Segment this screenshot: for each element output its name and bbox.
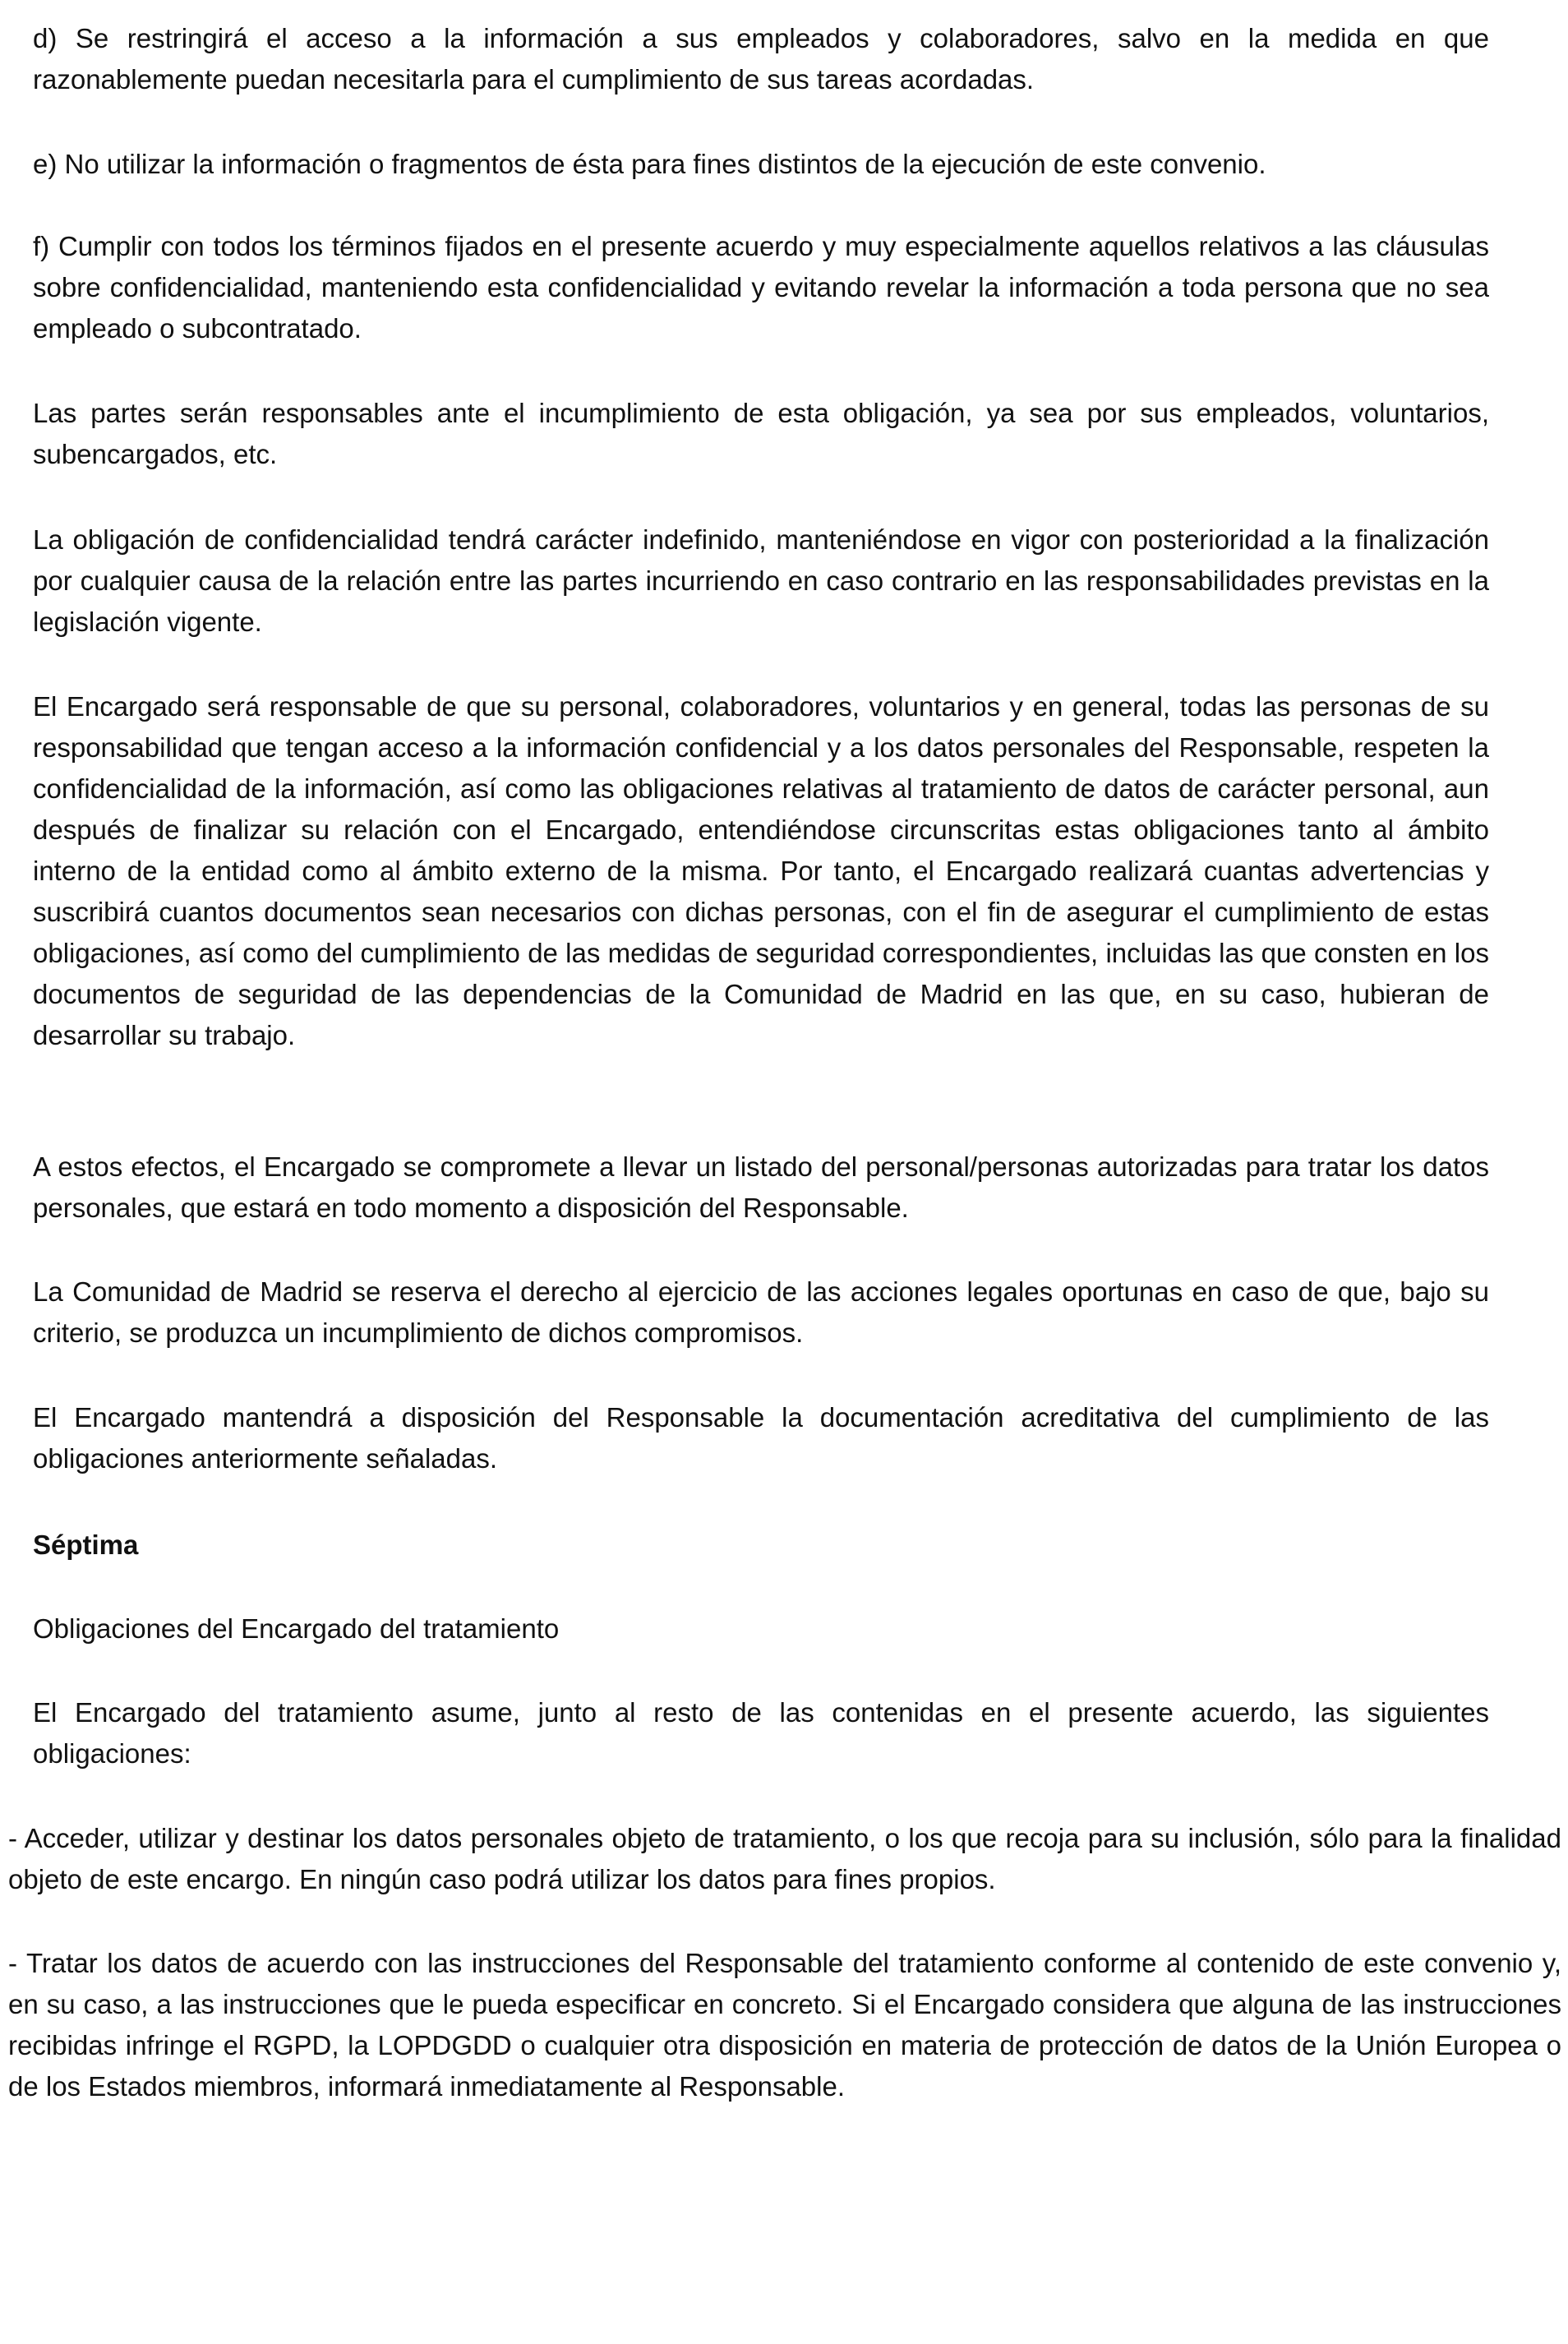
section-heading: Séptima — [33, 1530, 139, 1560]
obligation-item: - Tratar los datos de acuerdo con las instrucciones del Responsable del tratamiento conforme al contenido de este convenio y, en su caso, a las instrucciones que le pueda especificar en concreto. Si el Encargado considera que alguna de las instrucciones recibidas infringe el RGPD, la LOPDGDD o cualquier otra disposición en materia de protección de datos de la Unión Europea o de los Estados miembros, informará inmediatamente al Responsable. — [8, 1948, 1561, 2102]
paragraph-f: f) Cumplir con todos los términos fijados en el presente acuerdo y muy especialmente aquellos relativos a las cláusulas sobre confidencialidad, manteniendo esta confidencialidad y evitando revelar la información a toda persona que no sea empleado o subcontratado. — [33, 231, 1489, 344]
paragraph-confidencialidad: La obligación de confidencialidad tendrá carácter indefinido, manteniéndose en vigor con posterioridad a la finalización por cualquier causa de la relación entre las partes incurriendo en caso contrario en las responsabilidades previstas en la legislación vigente. — [33, 524, 1489, 637]
paragraph-documentacion: El Encargado mantendrá a disposición del Responsable la documentación acreditativa del cumplimiento de las obligaciones anteriormente señaladas. — [33, 1402, 1489, 1474]
section-intro: El Encargado del tratamiento asume, junto al resto de las contenidas en el presente acuerdo, las siguientes obligaciones: — [33, 1697, 1489, 1769]
paragraph-encargado-personal: El Encargado será responsable de que su personal, colaboradores, voluntarios y en general, todas las personas de su responsabilidad que tengan acceso a la información confidencial y a los datos personales del Responsable, respeten la confidencialidad de la información, así como las obligaciones relativas al tratamiento de datos de carácter personal, aun después de finalizar su relación con el Encargado, entendiéndose circunscritas estas obligaciones tanto al ámbito interno de la entidad como al ámbito externo de la misma. Por tanto, el Encargado realizará cuantas advertencias y suscribirá cuantos documentos sean necesarios con dichas personas, con el fin de asegurar el cumplimiento de estas obligaciones, así como del cumplimiento de las medidas de seguridad correspondientes, incluidas las que consten en los documentos de seguridad de las dependencias de la Comunidad de Madrid en las que, en su caso, hubieran de desarrollar su trabajo. — [33, 691, 1489, 1050]
obligation-item: - Acceder, utilizar y destinar los datos personales objeto de tratamiento, o los que recoja para su inclusión, sólo para la finalidad objeto de este encargo. En ningún caso podrá utilizar los datos para fines propios. — [8, 1823, 1561, 1894]
paragraph-e: e) No utilizar la información o fragmentos de ésta para fines distintos de la ejecución de este convenio. — [33, 149, 1266, 179]
paragraph-comunidad-madrid: La Comunidad de Madrid se reserva el derecho al ejercicio de las acciones legales oportunas en caso de que, bajo su criterio, se produzca un incumplimiento de dichos compromisos. — [33, 1276, 1489, 1348]
paragraph-responsables: Las partes serán responsables ante el incumplimiento de esta obligación, ya sea por sus empleados, voluntarios, subencargados, etc. — [33, 398, 1489, 469]
paragraph-listado-personal: A estos efectos, el Encargado se compromete a llevar un listado del personal/personas autorizadas para tratar los datos personales, que estará en todo momento a disposición del Responsable. — [33, 1151, 1489, 1223]
paragraph-d: d) Se restringirá el acceso a la información a sus empleados y colaboradores, salvo en la medida en que razonablemente puedan necesitarla para el cumplimiento de sus tareas acordadas. — [33, 23, 1489, 95]
section-subtitle: Obligaciones del Encargado del tratamiento — [33, 1613, 560, 1644]
